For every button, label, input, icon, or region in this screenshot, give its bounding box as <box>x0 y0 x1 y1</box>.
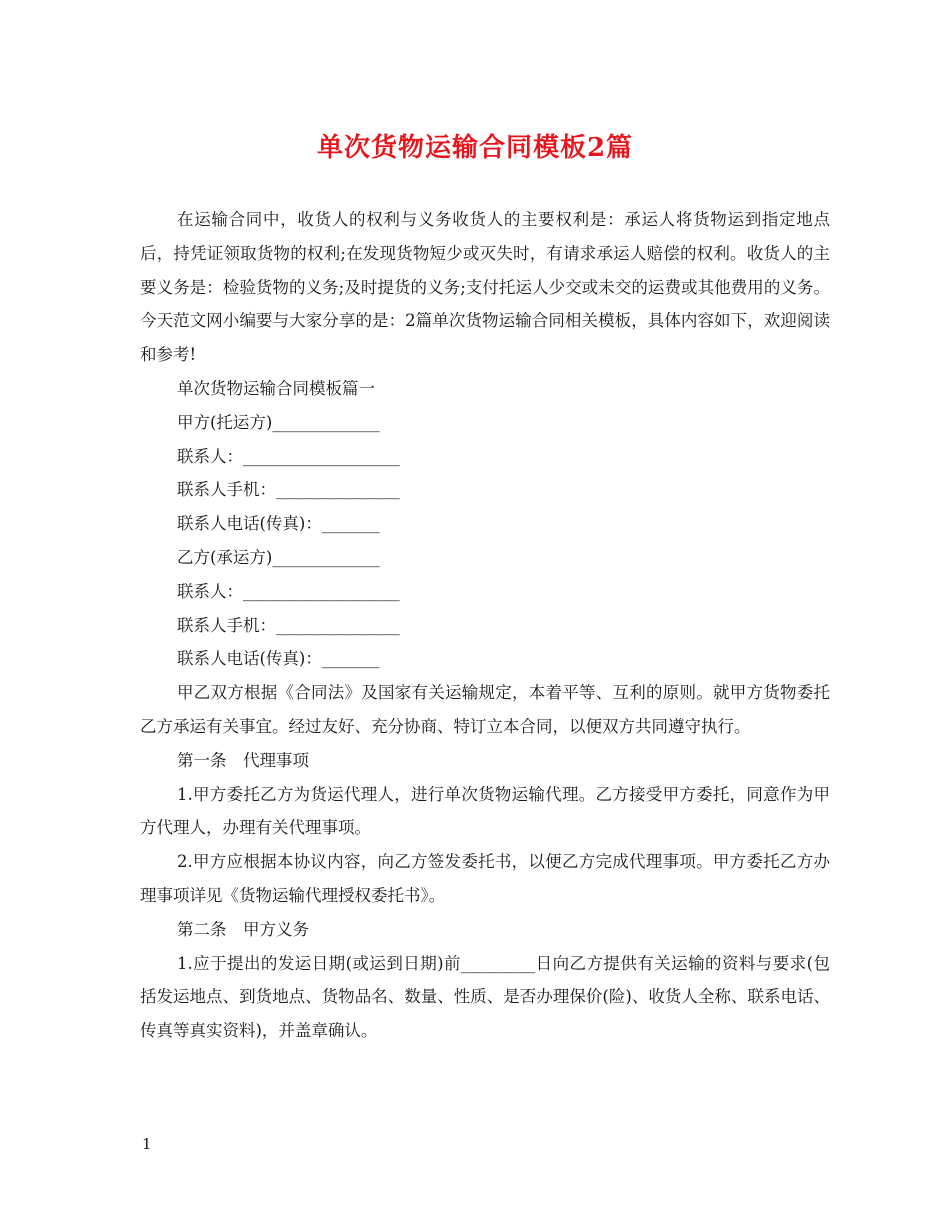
party-a-mobile-field: 联系人手机：_______________ <box>177 480 400 500</box>
party-b-field: 乙方(承运方)_____________ <box>177 547 380 567</box>
party-b-phone-fax-field: 联系人电话(传真)：_______ <box>177 649 380 669</box>
article-two-clause-1: 1.应于提出的发运日期(或运到日期)前_________日向乙方提供有关运输的资料与要求(包括发运地点、到货地点、货物品名、数量、性质、是否办理保价(险)、收货人全称、联系电话、传真等真实资料)，并盖章确认。 <box>140 953 830 1041</box>
page-number: 1 <box>142 1135 152 1153</box>
document-title: 单次货物运输合同模板2篇 <box>316 133 634 163</box>
party-a-field: 甲方(托运方)_____________ <box>177 412 380 432</box>
document-body <box>140 203 830 1048</box>
section-heading-template-one: 单次货物运输合同模板篇一 <box>177 378 375 398</box>
party-b-contact-field: 联系人：___________________ <box>177 581 400 601</box>
article-one-clause-1: 1.甲方委托乙方为货运代理人，进行单次货物运输代理。乙方接受甲方委托，同意作为甲方代理人，办理有关代理事项。 <box>140 784 830 838</box>
party-a-phone-fax-field: 联系人电话(传真)：_______ <box>177 514 380 534</box>
article-one-clause-2: 2.甲方应根据本协议内容，向乙方签发委托书，以便乙方完成代理事项。甲方委托乙方办理事项详见《货物运输代理授权委托书》。 <box>140 852 830 905</box>
article-one-heading: 第一条 代理事项 <box>177 750 309 770</box>
intro-paragraph: 在运输合同中，收货人的权利与义务收货人的主要权利是：承运人将货物运到指定地点后，持凭证领取货物的权利;在发现货物短少或灭失时，有请求承运人赔偿的权利。收货人的主要义务是：检验货物的义务;及时提货的义务;支付托运人少交或未交的运费或其他费用的义务。今天范文网小编要与大家分享的是：2篇单次货物运输合同相关模板，具体内容如下，欢迎阅读和参考! <box>140 210 830 365</box>
party-b-mobile-field: 联系人手机：_______________ <box>177 615 400 635</box>
party-a-contact-field: 联系人：___________________ <box>177 446 400 466</box>
preamble-paragraph: 甲乙双方根据《合同法》及国家有关运输规定，本着平等、互利的原则。就甲方货物委托乙方承运有关事宜。经过友好、充分协商、特订立本合同，以便双方共同遵守执行。 <box>140 683 830 736</box>
article-two-heading: 第二条 甲方义务 <box>177 919 309 939</box>
